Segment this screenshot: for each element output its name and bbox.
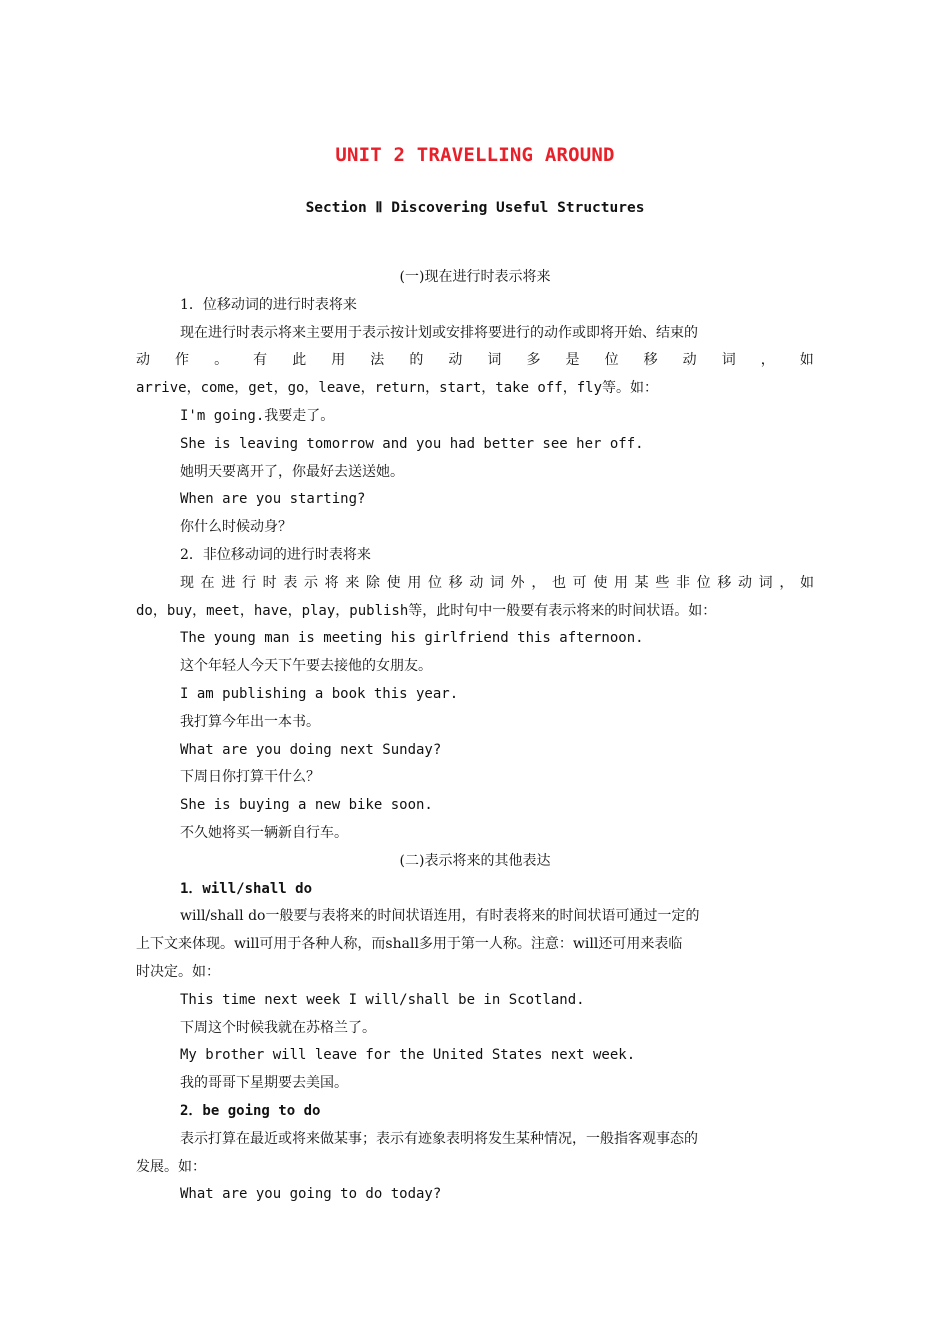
spread-word: 动 — [448, 352, 463, 369]
section2-item1-heading: 1．will/shall do — [180, 880, 313, 897]
example-translation: 不久她将买一辆新自行车。 — [180, 824, 348, 841]
example-sentence: I am publishing a book this year. — [180, 685, 459, 702]
example-sentence: What are you doing next Sunday? — [180, 741, 442, 758]
spread-word: 作 — [175, 352, 190, 369]
example-translation: 下周这个时候我就在苏格兰了。 — [180, 1019, 376, 1036]
spread-word: ， — [760, 352, 775, 369]
section1-item1-heading: 1．位移动词的进行时表将来 — [180, 296, 357, 313]
section2-para2-line1: 表示打算在最近或将来做某事；表示有迹象表明将发生某种情况，一般指客观事态的 — [180, 1130, 698, 1147]
section1-para1-line2 — [136, 347, 814, 375]
spread-word: 的 — [409, 352, 424, 369]
example-translation: 你什么时候动身？ — [180, 519, 292, 536]
section-subtitle: Section Ⅱ Discovering Useful Structures — [305, 200, 645, 216]
section1-para2-line2: do，buy，meet，have，play，publish等，此时句中一般要有表示将来的时间状语。如： — [136, 602, 717, 619]
example-sentence: The young man is meeting his girlfriend this afternoon. — [180, 630, 644, 647]
section2-para1-line2: 上下文来体现。will可用于各种人称，而shall多用于第一人称。注意：will还可用来表临 — [136, 936, 683, 953]
spread-word: 此 — [292, 352, 307, 369]
section2-heading: (二)表示将来的其他表达 — [399, 852, 551, 869]
spread-word: 多 — [526, 352, 541, 369]
spread-word: 。 — [214, 352, 229, 369]
section1-para1-line1: 现在进行时表示将来主要用于表示按计划或安排将要进行的动作或即将开始、结束的 — [180, 324, 698, 341]
section1-heading: (一)现在进行时表示将来 — [399, 269, 551, 285]
spread-word: 动 — [136, 352, 150, 369]
unit-title: UNIT 2 TRAVELLING AROUND — [335, 144, 615, 166]
example-sentence: I'm going.我要走了。 — [180, 407, 335, 424]
section2-para1-line3: 时决定。如： — [136, 963, 220, 980]
section2-item2-heading: 2．be going to do — [180, 1102, 321, 1119]
spread-word: 有 — [253, 352, 268, 369]
example-translation: 这个年轻人今天下午要去接他的女朋友。 — [180, 658, 432, 675]
example-translation: 我的哥哥下星期要去美国。 — [180, 1075, 348, 1092]
spread-word: 用 — [331, 352, 346, 369]
example-sentence: What are you going to do today? — [180, 1186, 442, 1203]
spread-word: 如 — [799, 352, 814, 369]
section1-item2-heading: 2．非位移动词的进行时表将来 — [180, 546, 371, 563]
section2-para2-line2: 发展。如： — [136, 1158, 206, 1175]
section2-para1-line1: will/shall do一般要与表将来的时间状语连用，有时表将来的时间状语可通过一定的 — [180, 908, 700, 925]
example-sentence: She is buying a new bike soon. — [180, 797, 433, 814]
spread-word: 动 — [682, 352, 697, 369]
example-translation: 下周日你打算干什么？ — [180, 769, 320, 786]
spread-word: 位 — [604, 352, 619, 369]
example-sentence: My brother will leave for the United States next week. — [180, 1047, 636, 1064]
spread-word: 是 — [565, 352, 580, 369]
document-body — [136, 264, 814, 1209]
section1-para1-line3: arrive，come，get，go，leave，return，start，take off，fly等。如： — [136, 380, 659, 397]
example-sentence: This time next week I will/shall be in Scotland. — [180, 991, 585, 1008]
example-translation: 她明天要离开了，你最好去送送她。 — [180, 463, 404, 480]
section1-para2-line1: 现在进行时表示将来除使用位移动词外，也可使用某些非位移动词，如 — [180, 574, 814, 591]
spread-word: 词 — [487, 352, 502, 369]
spread-word: 移 — [643, 352, 658, 369]
spread-word: 法 — [370, 352, 385, 369]
example-translation: 我打算今年出一本书。 — [180, 713, 320, 730]
example-sentence: When are you starting? — [180, 491, 366, 508]
example-sentence: She is leaving tomorrow and you had better see her off. — [180, 435, 644, 452]
spread-word: 词 — [721, 352, 736, 369]
